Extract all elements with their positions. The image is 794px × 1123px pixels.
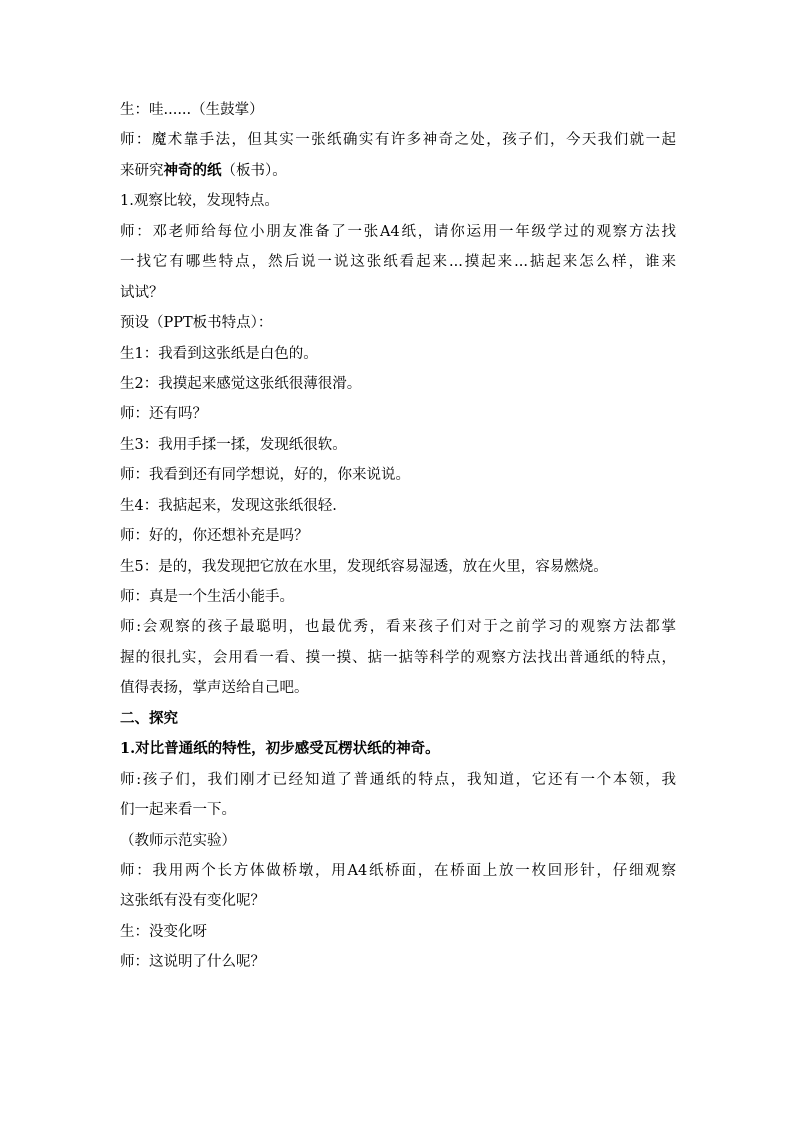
text-line: 师：好的，你还想补充是吗？ xyxy=(120,528,309,545)
text-line: 师：真是一个生活小能手。 xyxy=(120,589,294,605)
text-line: 师：这说明了什么呢？ xyxy=(120,954,265,971)
text-line: 师：我用两个长方体做桥墩，用A4纸桥面，在桥面上放一枚回形针，仔细观察 xyxy=(120,862,676,879)
document-page xyxy=(120,100,676,983)
bold-keyword: 神奇的纸 xyxy=(163,161,222,179)
text-line: 生：没变化呀 xyxy=(120,923,207,940)
text-line: 握的很扎实，会用看一看、摸一摸、掂一掂等科学的观察方法找出普通纸的特点， xyxy=(120,649,676,666)
text-line: 预设（PPT板书特点）： xyxy=(120,315,273,332)
text-line: 师:孩子们，我们刚才已经知道了普通纸的特点，我知道，它还有一个本领，我 xyxy=(120,771,676,788)
text-line: 生5：是的，我发现把它放在水里，发现纸容易湿透，放在火里，容易燃烧。 xyxy=(120,558,608,575)
text-line: 生2：我摸起来感觉这张纸很薄很滑。 xyxy=(120,375,362,392)
text-line: 试试？ xyxy=(120,284,164,301)
text-line: 一找它有哪些特点，然后说一说这张纸看起来...摸起来...掂起来怎么样，谁来 xyxy=(120,254,676,271)
subsection-heading: 1.对比普通纸的特性，初步感受瓦楞状纸的神奇。 xyxy=(120,740,440,758)
text-line: 师：我看到还有同学想说，好的，你来说说。 xyxy=(120,467,410,484)
section-heading: 二、探究 xyxy=(120,709,178,727)
text-line: 生4：我掂起来，发现这张纸很轻. xyxy=(120,497,337,514)
text-line: 生：哇......（生鼓掌） xyxy=(120,102,264,118)
text-line: 师：还有吗？ xyxy=(120,406,207,423)
text-line: 们一起来看一下。 xyxy=(120,802,236,819)
text-line: 这张纸有没有变化呢？ xyxy=(120,893,265,910)
text-line: 师:会观察的孩子最聪明，也最优秀，看来孩子们对于之前学习的观察方法都掌 xyxy=(120,619,676,636)
text-line xyxy=(120,161,676,181)
text-run: 来研究 xyxy=(120,162,164,179)
text-run: （板书）。 xyxy=(221,162,287,179)
text-line: 师：邓老师给每位小朋友准备了一张A4纸，请你运用一年级学过的观察方法找 xyxy=(120,223,676,240)
text-line: 师：魔术靠手法，但其实一张纸确实有许多神奇之处，孩子们，今天我们就一起 xyxy=(120,132,676,149)
section-heading: 1.观察比较，发现特点。 xyxy=(120,193,279,210)
text-line: 值得表扬，掌声送给自己吧。 xyxy=(120,680,309,697)
text-line: 生1：我看到这张纸是白色的。 xyxy=(120,345,318,362)
text-line: 生3：我用手揉一揉，发现纸很软。 xyxy=(120,436,347,453)
text-line: （教师示范实验） xyxy=(120,832,236,849)
